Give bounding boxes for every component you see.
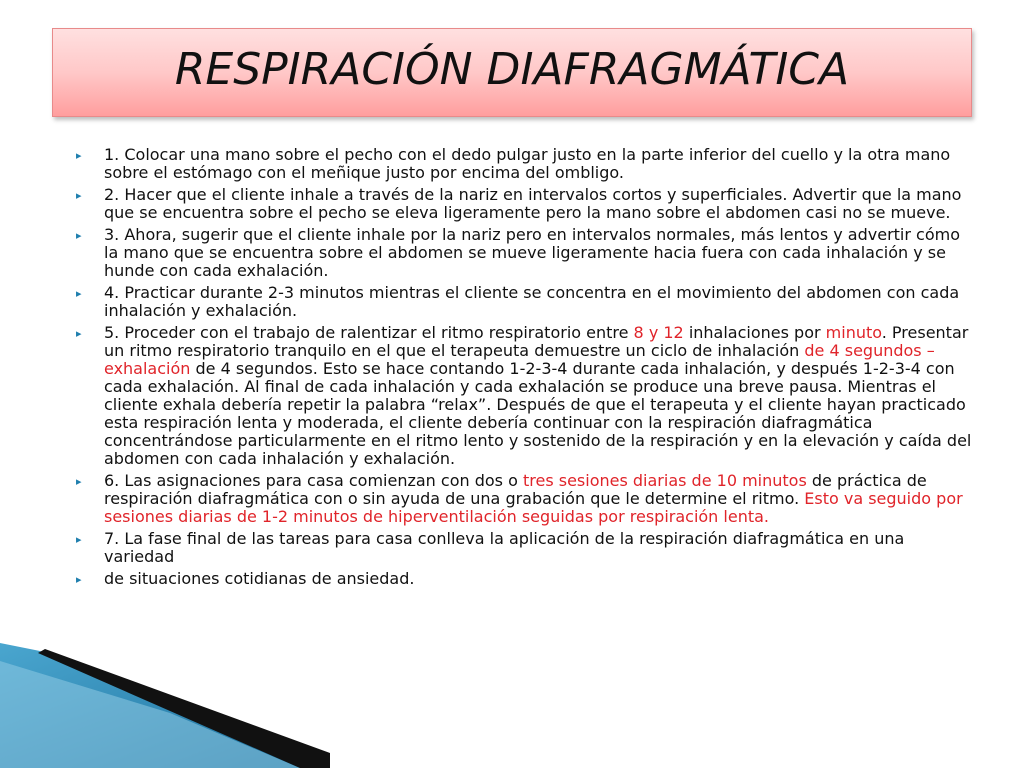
bullet-text-segment: . Presentar un ritmo respiratorio tranquilo en el que el terapeuta demuestre un ciclo de inhalación	[104, 323, 969, 360]
bullet-item	[76, 284, 976, 320]
bullet-item	[76, 570, 976, 589]
bullet-text	[104, 570, 976, 588]
bullet-text-segment: de práctica de respiración diafragmática con o sin ayuda de una grabación que le determine el ritmo.	[104, 471, 927, 508]
title-box	[52, 28, 972, 117]
slide-title: RESPIRACIÓN DIAFRAGMÁTICA	[174, 44, 850, 95]
bullet-arrow-icon: ▸	[76, 287, 82, 300]
bullet-arrow-icon: ▸	[76, 229, 82, 242]
bullet-arrow-icon: ▸	[76, 327, 82, 340]
bullet-text-segment: inhalaciones por	[683, 323, 826, 342]
bullet-text	[104, 324, 976, 468]
bullet-arrow-icon: ▸	[76, 573, 82, 586]
bullet-text-segment: de situaciones cotidianas de ansiedad.	[104, 569, 415, 588]
bullet-item	[76, 472, 976, 526]
deco-light-band	[0, 661, 300, 768]
bullet-text	[104, 146, 976, 182]
bullet-text-segment: 1. Colocar una mano sobre el pecho con el dedo pulgar justo en la parte inferior del cuello y la otra mano sobre el estómago con el meñique justo por encima del ombligo.	[104, 145, 951, 182]
bullet-text-segment: 5. Proceder con el trabajo de ralentizar el ritmo respiratorio entre	[104, 323, 634, 342]
bullet-arrow-icon: ▸	[76, 149, 82, 162]
bullet-list	[76, 146, 976, 593]
bullet-text-segment: 7. La fase final de las tareas para casa conlleva la aplicación de la respiración diafragmática en una variedad	[104, 529, 905, 566]
highlighted-text: minuto	[825, 323, 882, 342]
bullet-text-segment: 4. Practicar durante 2-3 minutos mientras el cliente se concentra en el movimiento del abdomen con cada inhalación y exhalación.	[104, 283, 960, 320]
bullet-arrow-icon: ▸	[76, 475, 82, 488]
bullet-text	[104, 284, 976, 320]
bullet-item	[76, 226, 976, 280]
bullet-text	[104, 186, 976, 222]
bullet-text-segment: de 4 segundos. Esto se hace contando 1-2-3-4 durante cada inhalación, y después 1-2-3-4 con cada exhalación. Al final de cada inhalación y cada exhalación se produce una breve pausa. Mientras el cliente exhala debería repetir la palabra “relax”. Después de que el terapeuta y el cliente hayan practicado esta respiración lenta y moderada, el cliente debería continuar con la respiración diafragmática concentrándose particularmente en el ritmo lento y sostenido de la respiración y en la elevación y caída del abdomen con cada inhalación y exhalación.	[104, 359, 972, 468]
bullet-item	[76, 530, 976, 566]
bullet-text	[104, 472, 976, 526]
bullet-item	[76, 146, 976, 182]
bullet-text-segment: 6. Las asignaciones para casa comienzan con dos o	[104, 471, 523, 490]
bullet-text-segment: 2. Hacer que el cliente inhale a través de la nariz en intervalos cortos y superficiales. Advertir que la mano que se encuentra sobre el pecho se eleva ligeramente pero la mano sobre el abdomen casi no se mueve.	[104, 185, 962, 222]
bullet-arrow-icon: ▸	[76, 533, 82, 546]
highlighted-text: 8 y 12	[633, 323, 684, 342]
bullet-arrow-icon: ▸	[76, 189, 82, 202]
highlighted-text: tres sesiones diarias de 10 minutos	[522, 471, 807, 490]
bullet-item	[76, 324, 976, 468]
highlighted-text: de 4 segundos – exhalación	[104, 341, 935, 378]
bullet-text-segment: 3. Ahora, sugerir que el cliente inhale por la nariz pero en intervalos normales, más lentos y advertir cómo la mano que se encuentra sobre el abdomen se mueve ligeramente hacia fuera con cada inhalación y se hunde con cada exhalación.	[104, 225, 960, 280]
bullet-text	[104, 226, 976, 280]
highlighted-text: Esto va seguido por sesiones diarias de 1-2 minutos de hiperventilación seguidas por respiración lenta.	[104, 489, 963, 526]
bullet-text	[104, 530, 976, 566]
bullet-item	[76, 186, 976, 222]
corner-decoration	[0, 643, 330, 768]
